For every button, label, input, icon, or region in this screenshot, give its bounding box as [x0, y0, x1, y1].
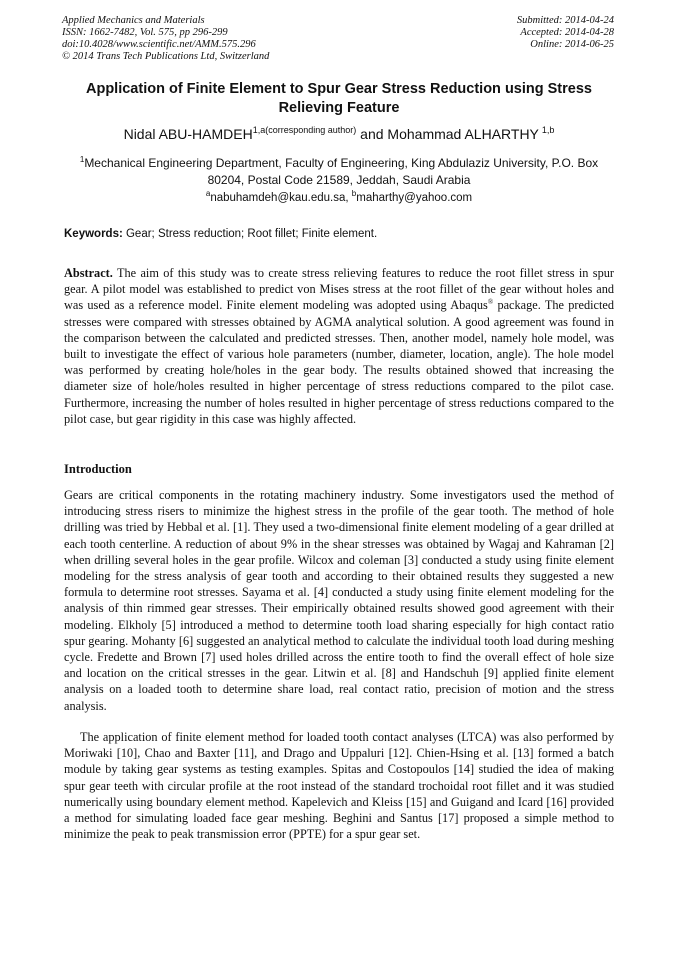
- accepted-date: Accepted: 2014-04-28: [520, 27, 614, 38]
- email-line: [64, 189, 614, 204]
- email-separator: ,: [345, 192, 352, 204]
- author-2-sup: 1,b: [541, 125, 555, 135]
- author-line: [40, 126, 638, 142]
- author-2: Mohammad ALHARTHY: [387, 126, 539, 142]
- keywords-text: Gear; Stress reduction; Root fillet; Finite element.: [122, 228, 378, 240]
- copyright-line: © 2014 Trans Tech Publications Ltd, Switzerland: [62, 51, 270, 62]
- submitted-date: Submitted: 2014-04-24: [516, 15, 614, 26]
- affiliation-sup: 1: [79, 155, 85, 164]
- affiliation: [64, 155, 614, 189]
- introduction-paragraph-1: Gears are critical components in the rotating machinery industry. Some investigators used the method of introducing stress risers to minimize the highest stress in the profile of the gear tooth. The method of hole drilling was tried by Hebbal et al. [1]. They used a two-dimensional finite element modeling of a gear drilled at each tooth centerline. A reduction of about 9% in the shear stresses was obtained by Wagaj and Kahraman [2] when drilling several holes in the gear profile. Wilcox and coleman [3] conducted a study using finite element modeling for the stress analysis of gear tooth and according to their obtained results they suggested a new formula to determine root stresses. Sayama et al. [4] conducted a study using finite element modeling for the analysis of thin rimmed gear stresses. Their empirically obtained results showed good agreement with their modeling. Elkholy [5] introduced a method to determine tooth load sharing especially for high contact ratio spur gearing. Mohanty [6] suggested an analytical method to calculate the individual tooth load during meshing cycle. Fredette and Brown [7] used holes drilled across the entire tooth to find the overall effect of hole size and location on the critical stresses in the gear. Litwin et al. [8] and Handschuh [9] applied finite element analysis on a loaded tooth to determine share load, real contact ratio, precision of motion and the stress analysis.: [64, 488, 614, 713]
- affiliation-text: Mechanical Engineering Department, Faculty of Engineering, King Abdulaziz University, P.O. Box 80204, Postal Code 21589, Jeddah, Saudi Arabia: [84, 156, 599, 187]
- abstract-text-after: package. The predicted stresses were compared with stresses obtained by AGMA analytical solution. A good agreement was found in the comparison between the calculated and predicted stresses. Then, another model, namely hole model, was built to investigate the effect of various hole parameters (number, diameter, location, angle). The hole model was performed by creating hole/holes in the gear body. The results obtained showed that increasing the diameter size of hole/holes resulted in higher percentage of stress reductions compared to the pilot case. Furthermore, increasing the number of holes resulted in higher percentage of stress reductions compared to the pilot case, but gear rigidity in this case was highly affected.: [64, 298, 614, 426]
- keywords: [64, 228, 614, 240]
- doi-line: doi:10.4028/www.scientific.net/AMM.575.296: [62, 39, 256, 50]
- journal-info: [62, 15, 269, 63]
- email-a-sup: a: [205, 189, 211, 198]
- abstract: [64, 265, 614, 427]
- issn-line: ISSN: 1662-7482, Vol. 575, pp 296-299: [62, 27, 228, 38]
- keywords-label: Keywords:: [64, 228, 123, 240]
- submission-dates: [517, 15, 614, 51]
- introduction-paragraph-2: The application of finite element method for loaded tooth contact analyses (LTCA) was also performed by Moriwaki [10], Chao and Baxter [11], and Drago and Uppaluri [12]. Chien-Hsing et al. [13] formed a batch module by taking gear systems as testing examples. Spitas and Costopoulos [14] studied the idea of making spur gear teeth with circular profile at the root instead of the standard trochoidal root fillet and it was studied numerically using boundary element method. Kapelevich and Kleiss [15] and Guigand and Icard [16] provided a method for simulating loaded face gear meshing. Beghini and Santus [17] proposed a simple method to minimize the peak to peak transmission error (PPTE) for a spur gear set.: [64, 730, 614, 842]
- email-b[interactable]: maharthy@yahoo.com: [356, 192, 473, 204]
- paper-title: Application of Finite Element to Spur Gear Stress Reduction using Stress Relieving Feature: [86, 81, 592, 116]
- registered-mark: ®: [487, 298, 494, 307]
- journal-name: Applied Mechanics and Materials: [62, 15, 205, 26]
- author-1-sup: 1,a(corresponding author): [252, 125, 357, 135]
- introduction-heading: Introduction: [64, 462, 132, 476]
- author-conjunction: and: [356, 126, 388, 142]
- abstract-label: Abstract.: [64, 266, 113, 280]
- email-a[interactable]: nabuhamdeh@kau.edu.sa: [210, 192, 346, 204]
- online-date: Online: 2014-06-25: [530, 39, 614, 50]
- author-1: Nidal ABU-HAMDEH: [123, 126, 253, 142]
- abstract-text-before: The aim of this study was to create stress relieving features to reduce the root fillet stress in spur gear. A pilot model was established to predict von Mises stress at the root fillet of the gear without holes and was used as a reference model. Finite element modeling was adopted using Abaqus: [64, 266, 614, 313]
- email-b-sup: b: [351, 189, 357, 198]
